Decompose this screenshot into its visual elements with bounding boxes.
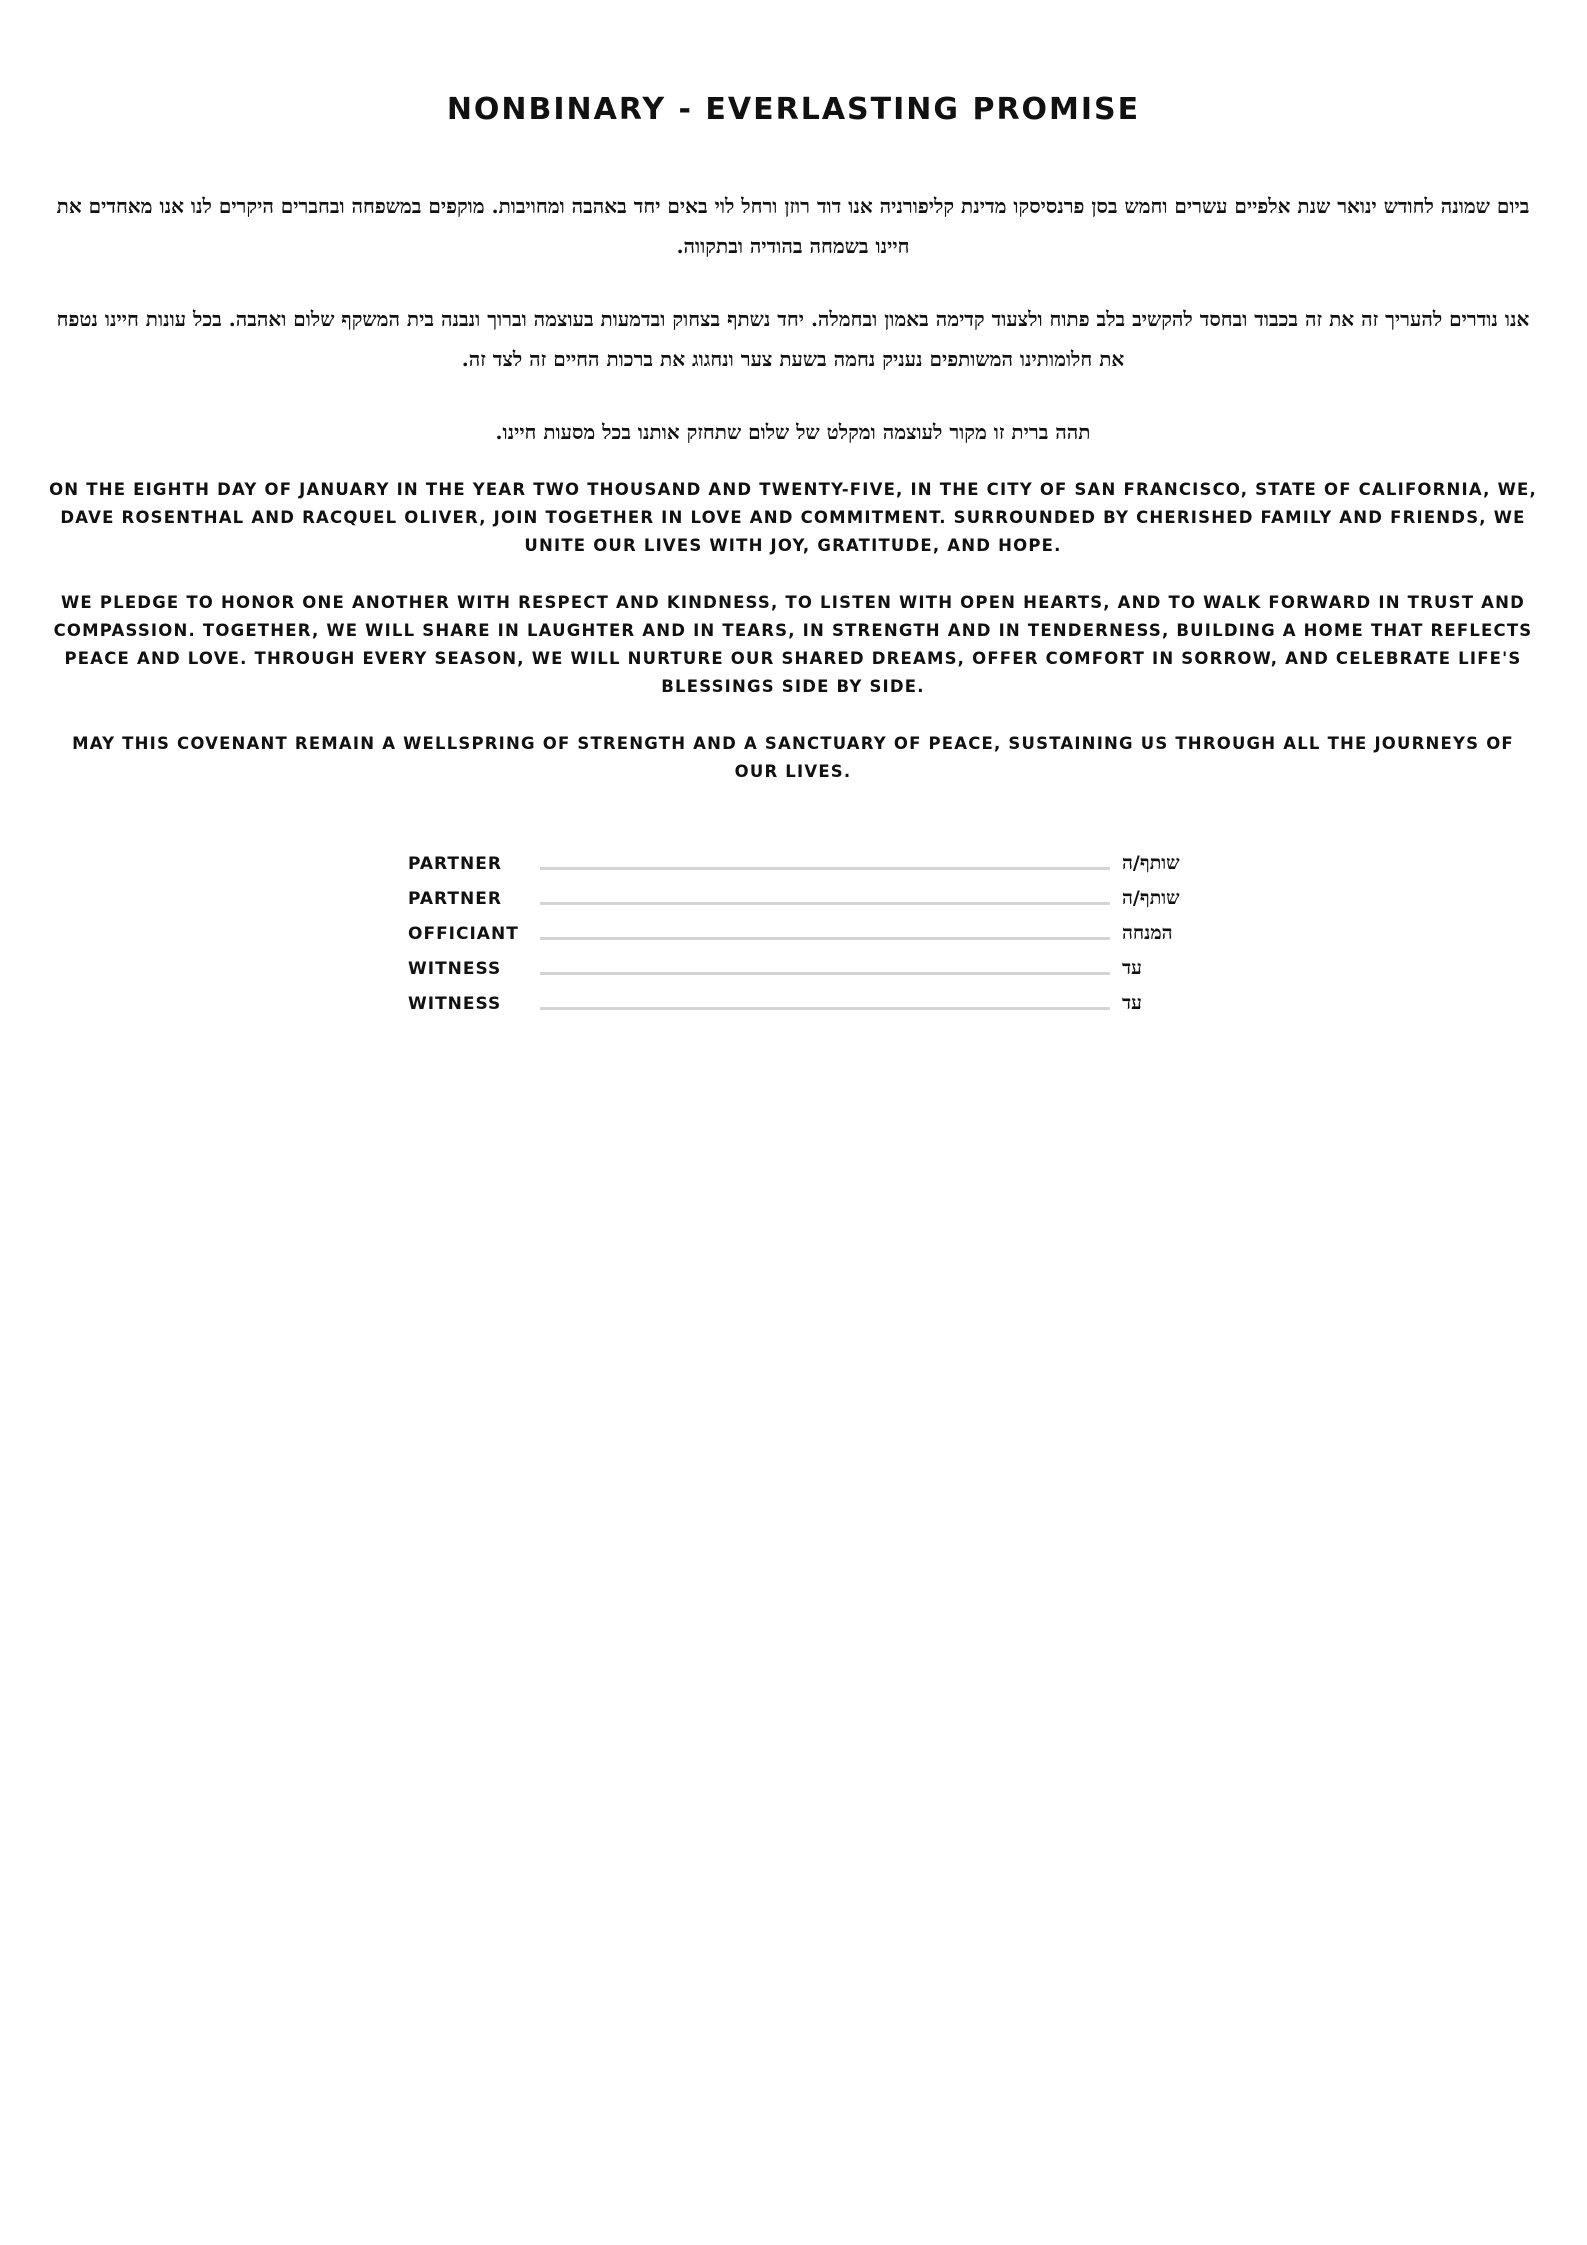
signature-label-hebrew: עד [1122,957,1142,979]
signature-label-hebrew: המנחה [1122,922,1173,944]
english-paragraph-1: ON THE EIGHTH DAY OF JANUARY IN THE YEAR TWO THOUSAND AND TWENTY-FIVE, IN THE CITY OF SAN FRANCISCO, STATE OF CALIFORNIA, WE, DAVE ROSENTHAL AND RACQUEL OLIVER, JOIN TOGETHER IN LOVE AND COMMITMENT. SURROUNDED BY CHERISHED FAMILY AND FRIENDS, WE UNITE OUR LIVES WITH JOY, GRATITUDE, AND HOPE. [49,480,1537,555]
signature-label-english: OFFICIANT [408,923,519,944]
signature-row-witness-1 [408,951,1198,986]
signature-label-english: WITNESS [408,958,502,979]
signature-line[interactable] [540,972,1110,975]
document-title: NONBINARY - EVERLASTING PROMISE [446,92,1141,127]
signature-label-hebrew: שותף/ה [1122,852,1180,874]
signature-label-hebrew: שותף/ה [1122,887,1180,909]
signature-block [408,846,1198,1021]
english-paragraph-2: WE PLEDGE TO HONOR ONE ANOTHER WITH RESPECT AND KINDNESS, TO LISTEN WITH OPEN HEARTS, AND TO WALK FORWARD IN TRUST AND COMPASSION. TOGETHER, WE WILL SHARE IN LAUGHTER AND IN TEARS, IN STRENGTH AND IN TENDERNESS, BUILDING A HOME THAT REFLECTS PEACE AND LOVE. THROUGH EVERY SEASON, WE WILL NURTURE OUR SHARED DREAMS, OFFER COMFORT IN SORROW, AND CELEBRATE LIFE'S BLESSINGS SIDE BY SIDE. [53,593,1533,696]
english-paragraph-3: MAY THIS COVENANT REMAIN A WELLSPRING OF STRENGTH AND A SANCTUARY OF PEACE, SUSTAINING US THROUGH ALL THE JOURNEYS OF OUR LIVES. [72,734,1514,781]
hebrew-paragraph-2: אנו נודרים להעריך זה את זה בכבוד ובחסד להקשיב בלב פתוח ולצעוד קדימה באמון ובחמלה. יחד נשתף בצחוק ובדמעות בעוצמה וברוך ונבנה בית המשקף שלום ואהבה. בכל עונות חיינו נטפח את חלומותינו המשותפים נעניק נחמה בשעת צער ונחגוג את ברכות החיים זה לצד זה. [56,307,1530,371]
signature-row-partner-2 [408,881,1198,916]
signature-line[interactable] [540,1007,1110,1010]
signature-row-officiant [408,916,1198,951]
signature-line[interactable] [540,937,1110,940]
signature-row-partner-1 [408,846,1198,881]
signature-row-witness-2 [408,986,1198,1021]
signature-label-english: WITNESS [408,993,502,1014]
signature-label-hebrew: עד [1122,992,1142,1014]
signature-label-english: PARTNER [408,853,502,874]
signature-label-english: PARTNER [408,888,502,909]
signature-line[interactable] [540,902,1110,905]
hebrew-paragraph-1: ביום שמונה לחודש ינואר שנת אלפיים עשרים וחמש בסן פרנסיסקו מדינת קליפורניה אנו דוד רוזן ורחל לוי באים יחד באהבה ומחויבות. מוקפים במשפחה ובחברים היקרים לנו אנו מאחדים את חיינו בשמחה בהודיה ובתקווה. [56,194,1530,258]
hebrew-paragraph-3: תהה ברית זו מקור לעוצמה ומקלט של שלום שתחזק אותנו בכל מסעות חיינו. [495,420,1091,444]
signature-line[interactable] [540,867,1110,870]
